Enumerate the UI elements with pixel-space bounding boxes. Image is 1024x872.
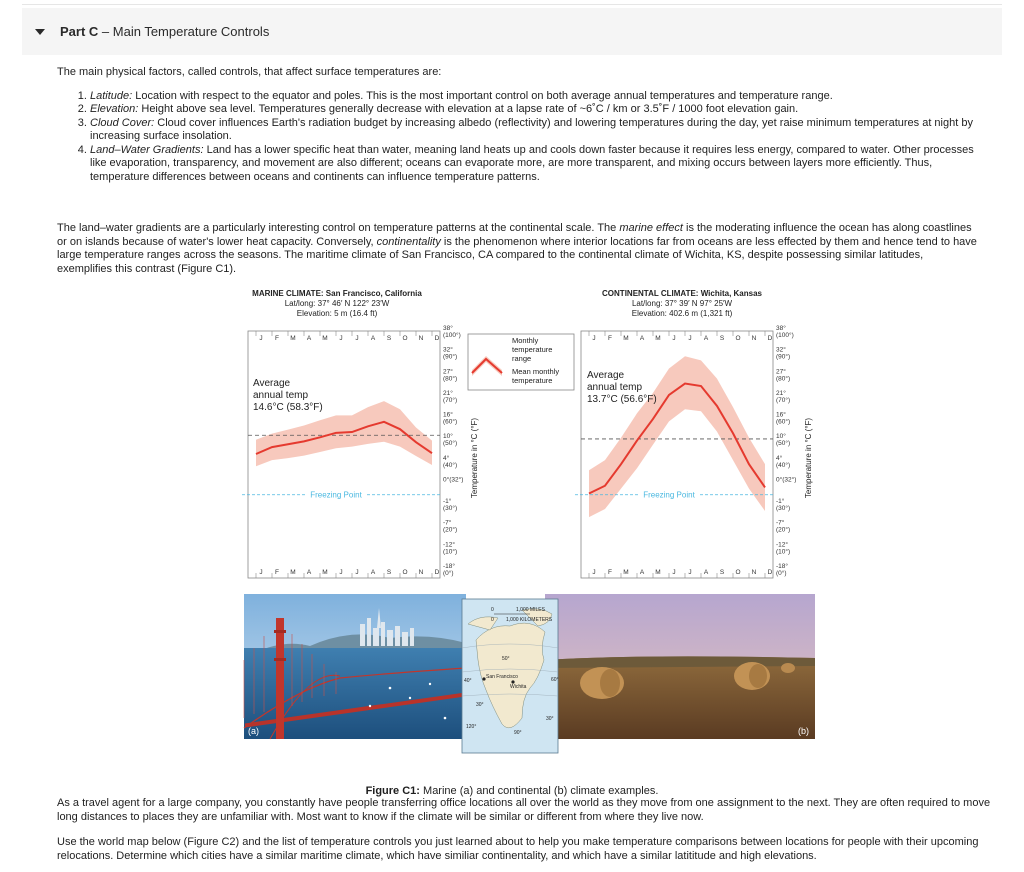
figure-c1 (240, 288, 840, 758)
continental-month-label-top: J (592, 335, 596, 342)
map-scale-zero1: 0 (491, 607, 494, 613)
continentality-term: continentality (376, 235, 441, 248)
continental-month-label-bottom: M (623, 569, 629, 576)
control-term: Latitude: (90, 89, 133, 102)
marine-y-tick-f: (90°) (443, 353, 458, 361)
marine-month-label-top: D (434, 335, 440, 342)
para2-c: is the phenomenon where interior locations far from oceans are less effected by them and hence tend to have large temperature ranges across the seasons. The maritime climate of San Francisco, CA compared to the continental climate of Wichita, KS, despite possessing similar latitudes, exemplifies this contrast (Figure C1). (57, 235, 977, 275)
continental-avg-line2: annual temp (587, 382, 643, 393)
marine-month-label-top: S (386, 335, 392, 342)
legend-mean-line1: Mean monthly (512, 367, 560, 376)
continental-y-tick-c: -18° (776, 563, 788, 570)
photo-prairie-field (545, 594, 815, 739)
marine-y-tick-f: (80°) (443, 375, 458, 383)
part-label: Part C (60, 24, 99, 39)
marine-month-label-top: J (259, 335, 263, 342)
map-scale-km: 1,000 KILOMETERS (506, 617, 553, 623)
continental-month-label-top: A (703, 335, 709, 342)
continental-y-tick-c: -7° (776, 519, 785, 527)
map-lat30: 30° (476, 702, 484, 708)
continental-month-label-top: J (688, 335, 692, 342)
travel-agent-paragraph: As a travel agent for a large company, you constantly have people transferring office locations all over the world as they move from one assignment to the next. They are often required to move long distances to places they are unfamiliar with. Most want to know if the climate will be similar or different from where they live now. (57, 797, 991, 823)
continental-y-tick-c: 32° (776, 346, 786, 354)
continental-latlong: Lat/long: 37° 39′ N 97° 25′W (631, 299, 733, 308)
continental-month-label-bottom: N (751, 569, 757, 576)
continental-y-tick-c: 10° (776, 433, 786, 441)
control-item-land-water (90, 144, 977, 185)
marine-month-label-top: J (355, 335, 359, 342)
marine-y-tick-c: 27° (443, 368, 453, 376)
marine-month-label-top: O (402, 335, 408, 342)
continental-y-tick-f: (100°) (776, 332, 794, 339)
continental-y-tick-f: (60°) (776, 418, 791, 426)
marine-y-tick-c: -18° (443, 563, 455, 570)
marine-month-label-top: A (306, 335, 312, 342)
marine-freezing-label: Freezing Point (310, 490, 362, 500)
continental-month-label-bottom: M (655, 569, 661, 576)
controls-list (57, 90, 977, 185)
marine-month-label-bottom: J (339, 569, 343, 576)
caption-text: Marine (a) and continental (b) climate examples. (419, 785, 659, 797)
continental-y-tick-f: (50°) (776, 440, 791, 448)
control-text: Cloud cover influences Earth's radiation budget by increasing albedo (reflectivity) and lowering temperatures during the day, yet raise minimum temperatures at night by increasing surface insolation. (90, 116, 973, 142)
control-item-cloud-cover (90, 117, 977, 144)
marine-month-label-bottom: A (370, 569, 376, 576)
map-lon60: 60° (551, 677, 559, 683)
continental-month-label-bottom: A (703, 569, 709, 576)
part-dash: – (98, 24, 113, 39)
marine-y-tick-c: 21° (443, 389, 453, 397)
marine-effect-term: marine effect (619, 222, 683, 234)
caret-down-icon[interactable] (35, 29, 45, 35)
continental-month-label-bottom: J (672, 569, 676, 576)
map-lon120: 120° (466, 724, 477, 730)
caption-label: Figure C1: (365, 785, 420, 797)
marine-y-tick-f: (60°) (443, 418, 458, 426)
content-body (57, 66, 977, 276)
control-item-latitude (90, 90, 977, 104)
marine-y-tick-f: (100°) (443, 332, 461, 339)
marine-month-label-top: A (370, 335, 376, 342)
map-lon90: 90° (514, 730, 522, 736)
continental-y-tick-f: (80°) (776, 375, 791, 383)
part-title-text: Main Temperature Controls (112, 24, 270, 39)
map-sf-label: San Francisco (486, 674, 518, 680)
continental-month-label-top: M (655, 335, 661, 342)
continental-y-tick-c: 38° (776, 325, 786, 332)
continental-y-tick-f: (70°) (776, 396, 791, 404)
continental-y-tick-f: (40°) (776, 461, 791, 469)
legend-range-line2: temperature (512, 345, 553, 354)
continental-y-tick-c: 4° (776, 454, 783, 462)
marine-month-label-bottom: D (434, 569, 440, 576)
marine-y-tick-c: 10° (443, 433, 453, 441)
map-wichita-label: Wichita (510, 684, 527, 690)
marine-month-label-bottom: M (290, 569, 296, 576)
marine-month-label-top: M (322, 335, 328, 342)
continental-month-label-bottom: O (735, 569, 741, 576)
continental-avg-value: 13.7°C (56.6°F) (587, 394, 657, 405)
marine-y-tick-f: (0°) (443, 570, 454, 577)
control-item-elevation (90, 103, 977, 117)
legend-range-line1: Monthly (512, 336, 539, 345)
marine-y-tick-f: (70°) (443, 396, 458, 404)
marine-y-tick-f: (50°) (443, 440, 458, 448)
continental-month-label-bottom: A (639, 569, 645, 576)
continental-month-label-top: D (767, 335, 773, 342)
marine-month-label-bottom: F (275, 569, 279, 576)
part-c-toggle[interactable] (22, 8, 1002, 55)
continental-y-tick-f: (30°) (776, 505, 791, 513)
marine-month-label-bottom: J (259, 569, 263, 576)
continental-y-tick-f: (10°) (776, 548, 791, 556)
marine-month-label-top: M (290, 335, 296, 342)
marine-y-tick-f: (20°) (443, 526, 458, 534)
continental-month-label-bottom: J (688, 569, 692, 576)
instructions-paragraph: Use the world map below (Figure C2) and the list of temperature controls you just learned about to help you make temperature comparisons between locations for people with their upcoming relocations. Determine which cities have a similar maritime climate, which have similiar continentality, and which have a similar latititude and high elevations. (57, 836, 979, 862)
marine-y-tick-c: 4° (443, 454, 450, 462)
continental-y-tick-f: (90°) (776, 353, 791, 361)
photo-b-label: (b) (798, 726, 809, 736)
marine-month-label-bottom: O (402, 569, 408, 576)
marine-y-tick-c: 16° (443, 411, 453, 419)
continental-y-tick-c: 0°(32°) (776, 476, 797, 484)
control-term: Elevation: (90, 103, 139, 115)
continental-y-tick-c: 21° (776, 389, 786, 397)
continental-month-label-top: N (751, 335, 757, 342)
continental-month-label-bottom: F (608, 569, 612, 576)
para2-b: is the moderating influence the ocean has along coastlines or on islands because of water's lower heat capacity. Conversely, (57, 222, 972, 248)
continental-month-label-top: M (623, 335, 629, 342)
map-scale-miles: 1,000 MILES (516, 607, 545, 613)
control-text: Land has a lower specific heat than water, meaning land heats up and cools down faster because it requires less energy, compared to water. Other processes like evaporation, transparency, and movement are also different; oceans can evaporate more, are more transparent, and mixing occurs between layers more efficiently. Thus, temperature differences between oceans and continents can influence temperature patterns. (90, 143, 974, 183)
map-lon30: 30° (546, 716, 554, 722)
control-text: Height above sea level. Temperatures generally decrease with elevation at a lapse rate of ~6˚C / km or 3.5˚F / 1000 foot elevation gain. (138, 103, 799, 115)
marine-y-tick-c: 0°(32°) (443, 476, 464, 484)
marine-month-label-bottom: A (306, 569, 312, 576)
marine-elevation: Elevation: 5 m (16.4 ft) (296, 309, 378, 318)
marine-y-axis-label: Temperature in °C (°F) (470, 417, 479, 499)
map-lat50: 50° (502, 656, 510, 662)
marine-y-tick-c: -12° (443, 541, 455, 549)
intro-paragraph: The main physical factors, called controls, that affect surface temperatures are: (57, 66, 442, 78)
marine-month-label-top: N (418, 335, 424, 342)
continental-freezing-label: Freezing Point (643, 490, 695, 500)
marine-y-tick-c: -7° (443, 519, 452, 527)
marine-month-label-bottom: N (418, 569, 424, 576)
continental-y-tick-c: -12° (776, 541, 788, 549)
continental-y-tick-f: (0°) (776, 570, 787, 577)
continental-y-tick-f: (20°) (776, 526, 791, 534)
figure-caption (0, 785, 1024, 797)
marine-y-tick-c: 32° (443, 346, 453, 354)
map-lat40: 40° (464, 678, 472, 684)
marine-month-label-bottom: M (322, 569, 328, 576)
control-text: Location with respect to the equator and poles. This is the most important control on both average annual temperatures and temperature range. (132, 89, 833, 102)
marine-month-label-bottom: J (355, 569, 359, 576)
photo-a-label: (a) (248, 726, 259, 736)
continental-month-label-top: F (608, 335, 612, 342)
marine-avg-value: 14.6°C (58.3°F) (253, 402, 323, 413)
marine-y-tick-f: (30°) (443, 505, 458, 513)
legend-mean-line2: temperature (512, 376, 553, 385)
photo-golden-gate (244, 594, 466, 739)
marine-y-tick-f: (10°) (443, 548, 458, 556)
marine-y-tick-c: -1° (443, 498, 452, 506)
control-term: Cloud Cover: (90, 116, 155, 129)
north-america-map (462, 599, 559, 753)
legend-range-line3: range (512, 354, 532, 363)
continental-month-label-top: A (639, 335, 645, 342)
marine-title: MARINE CLIMATE: San Francisco, California (252, 289, 422, 298)
marine-y-tick-c: 38° (443, 325, 453, 332)
continental-title: CONTINENTAL CLIMATE: Wichita, Kansas (602, 289, 762, 298)
marine-month-label-top: F (275, 335, 279, 342)
continental-month-label-top: J (672, 335, 676, 342)
continental-y-tick-c: 16° (776, 411, 786, 419)
marine-month-label-top: J (339, 335, 343, 342)
continental-month-label-bottom: J (592, 569, 596, 576)
map-scale-zero2: 0 (491, 617, 494, 623)
continental-month-label-top: O (735, 335, 741, 342)
continental-y-axis-label: Temperature in °C (°F) (804, 417, 813, 499)
continental-month-label-top: S (719, 335, 725, 342)
continental-month-label-bottom: S (719, 569, 725, 576)
part-title (60, 24, 269, 39)
continental-elevation: Elevation: 402.6 m (1,321 ft) (631, 309, 733, 318)
continental-y-tick-c: 27° (776, 368, 786, 376)
land-water-paragraph (57, 222, 977, 276)
continental-month-label-bottom: D (767, 569, 773, 576)
control-term: Land–Water Gradients: (90, 143, 204, 156)
para2-a: The land–water gradients are a particularly interesting control on temperature patterns at the continental scale. The (57, 222, 620, 234)
continental-y-tick-c: -1° (776, 498, 785, 506)
marine-avg-line2: annual temp (253, 390, 309, 401)
continental-avg-line1: Average (587, 370, 625, 381)
marine-avg-line1: Average (253, 378, 291, 389)
marine-latlong: Lat/long: 37° 46′ N 122° 23′W (284, 299, 390, 308)
marine-y-tick-f: (40°) (443, 461, 458, 469)
top-divider (22, 4, 1002, 5)
marine-month-label-bottom: S (386, 569, 392, 576)
